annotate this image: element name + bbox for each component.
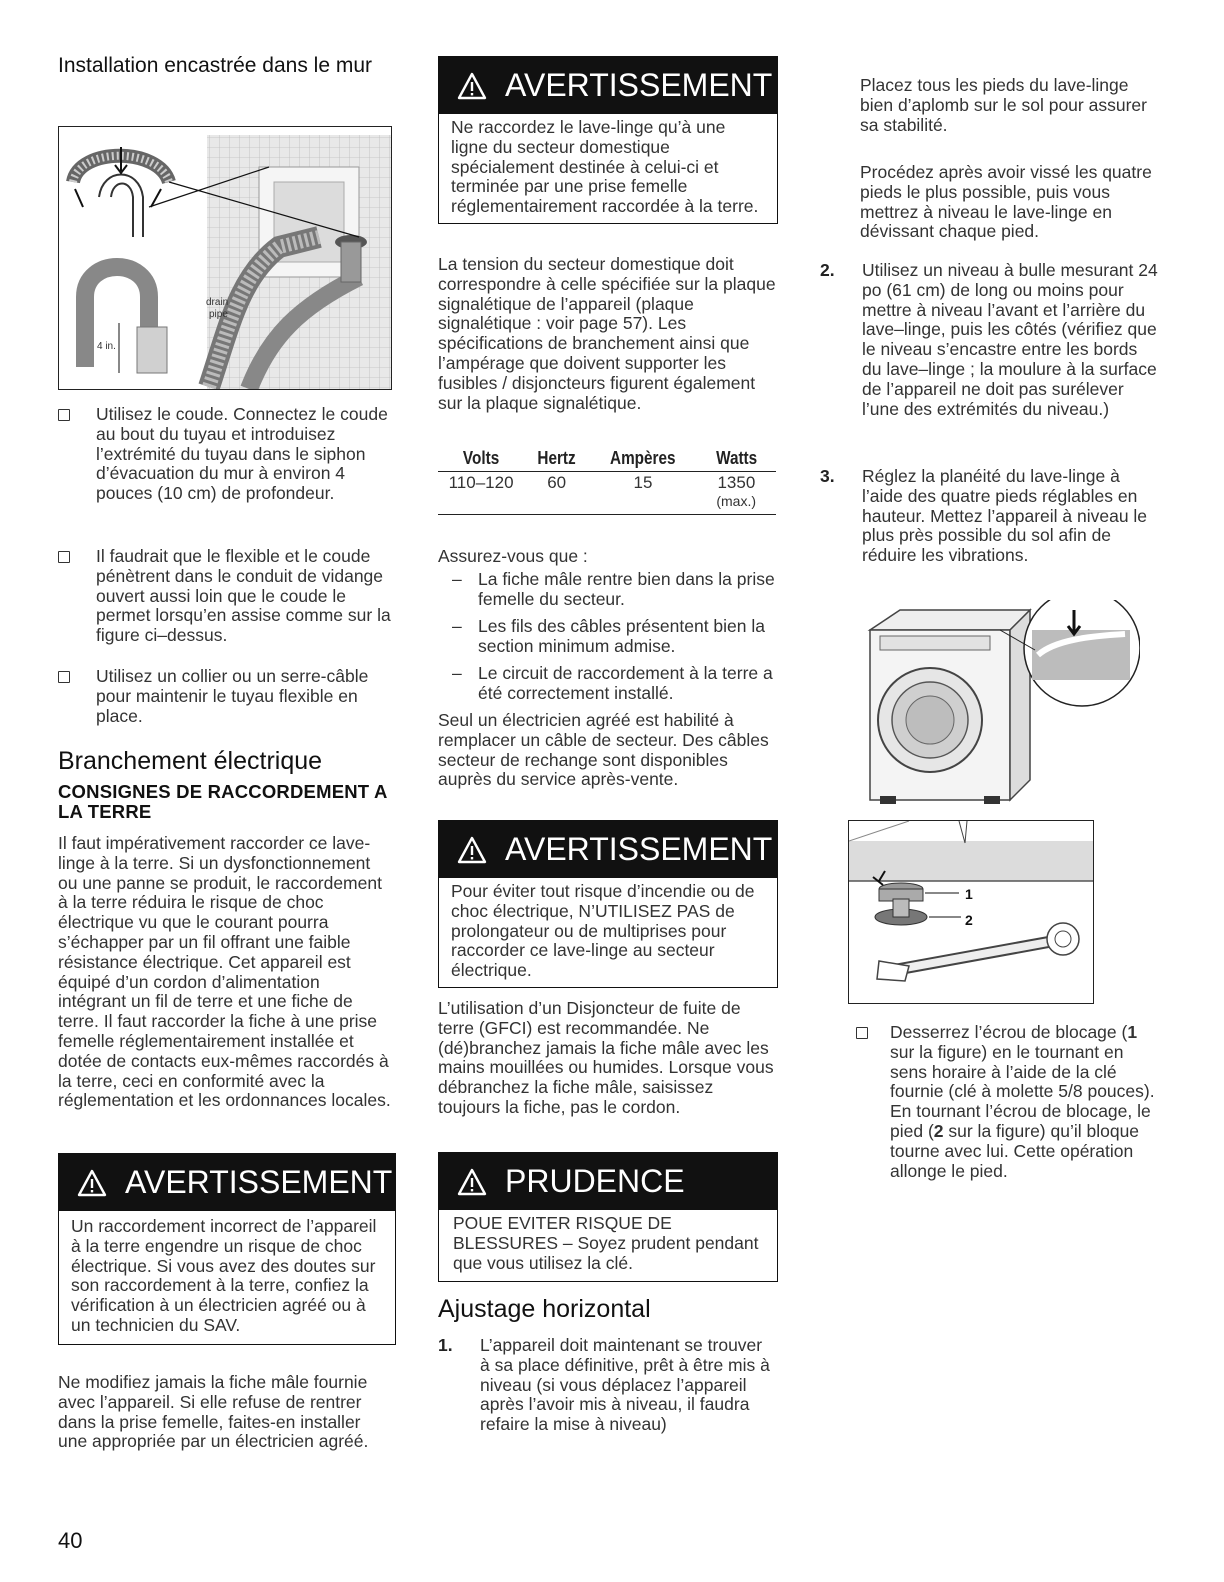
feet-placement-text: Placez tous les pieds du lave-linge bien d’aplomb sur le sol pour assurer sa stabilité. <box>860 75 1147 135</box>
warning-banner <box>439 821 777 878</box>
step-3: 3. Réglez la planéité du lave-linge à l’aide des quatre pieds réglables en hauteur. Mettez l’appareil à niveau le plus près possible du sol afin de réduire les vibrations. <box>820 466 1148 566</box>
table-cell: 15 <box>633 473 653 492</box>
ensure-list-item: – La fiche mâle rentre bien dans la prise femelle du secteur. <box>452 569 775 609</box>
caution-text: POUE EVITER RISQUE DE BLESSURES – Soyez prudent pendant que vous utilisez la clé. <box>453 1213 759 1273</box>
warning-triangle-icon <box>457 1168 487 1196</box>
checkbox-icon <box>58 551 70 563</box>
table-cell <box>697 472 776 515</box>
step-2: 2. Utilisez un niveau à bulle mesurant 24 po (61 cm) de long ou moins pour mettre à niveau l’avant et l’arrière du lave–linge, puis les côtés (vérifiez que le niveau s’encastre entre les bords du lave–linge ; la moulure à la surface de l’appareil ne doit pas surélever l’une des extrémités du niveau.) <box>820 260 1158 419</box>
step-number: 1. <box>438 1335 453 1355</box>
caution-title: PRUDENCE <box>505 1163 685 1199</box>
warning-triangle-icon <box>77 1169 107 1197</box>
foot-wrench-drawing <box>849 821 1094 1004</box>
page-number: 40 <box>58 1528 83 1553</box>
table-cell: 60 <box>547 473 567 492</box>
ensure-list-item: – Le circuit de raccordement à la terre a été correctement installé. <box>452 663 773 703</box>
section-heading-installation: Installation encastrée dans le mur <box>58 54 373 77</box>
label-4-in: 4 in. <box>97 341 116 352</box>
checkbox-icon <box>58 671 70 683</box>
table-cell: 110–120 <box>448 473 514 492</box>
bold-ref-2: 2 <box>933 1120 944 1141</box>
hose-installation-figure <box>58 126 392 390</box>
grounding-instructions: Il faut impérativement raccorder ce lave-linge à la terre. Si un dysfonctionnement ou une panne se produit, le raccordement à la terre réduira le risque de choc électrique vu que le courant pourra s’échapper par un fil offrant une faible résistance électrique. Cet appareil est équipé d’un cordon d’alimentation intégrant un fil de terre et une fiche de terre. Il faut raccorder la fiche à une prise femelle réglementairement installée et dotée de contacts eux-mêmes raccordés à la terre, ceci en conformité avec la réglementation et les ordonnances locales. <box>58 833 391 1111</box>
leveling-foot-figure <box>848 820 1094 1004</box>
warning-box-extension <box>438 820 778 988</box>
ensure-list-item: – Les fils des câbles présentent bien la section minimum admise. <box>452 616 765 656</box>
table-header-row <box>438 448 776 472</box>
bold-ref-1: 1 <box>1127 1022 1138 1042</box>
step-number: 2. <box>820 260 835 280</box>
checklist-item: Utilisez un collier ou un serre-câble pour maintenir le tuyau flexible en place. <box>58 667 394 726</box>
checkbox-icon <box>856 1027 868 1039</box>
label-drain: drain <box>206 297 229 308</box>
electrician-note: Seul un électricien agréé est habilité à remplacer un câble de secteur. Des câbles secteur de rechange sont disponibles auprès du service après-vente. <box>438 710 769 790</box>
warning-banner <box>59 1154 395 1211</box>
subsection-title-terre: CONSIGNES DE RACCORDEMENT A LA TERRE <box>58 781 387 822</box>
table-header: Ampères <box>597 448 688 472</box>
feet-procedure-text: Procédez après avoir vissé les quatre pieds le plus possible, puis vous mettrez à niveau le lave-linge en dévissant chaque pied. <box>860 162 1152 242</box>
dash-bullet: – <box>452 569 462 589</box>
watts-value: 1350 <box>717 473 756 492</box>
figure-label-2: 2 <box>965 912 973 928</box>
washer-leveling-figure <box>860 600 1140 820</box>
checkbox-icon <box>58 409 70 421</box>
warning-text: Pour éviter tout risque d’incendie ou de choc électrique, N’UTILISEZ PAS de prolongateur ou de multiprises pour raccorder ce lave-linge au secteur électrique. <box>451 881 755 981</box>
warning-box-grounding <box>58 1153 396 1345</box>
warning-title: AVERTISSEMENT <box>505 831 773 867</box>
section-title-ajustage: Ajustage horizontal <box>438 1295 651 1323</box>
caution-box-wrench <box>438 1152 778 1282</box>
checklist-item: Utilisez le coude. Connectez le coude au bout du tuyau et introduisez l’extrémité du tuyau dans le siphon d’évacuation du mur à environ 4 pouces (10 cm) de profondeur. <box>58 405 394 504</box>
warning-box-dedicated-line <box>438 56 778 224</box>
warning-triangle-icon <box>457 836 487 864</box>
warning-text: Un raccordement incorrect de l’appareil à la terre engendre un risque de choc électrique. Si vous avez des doutes sur son raccordement à la terre, confiez la vérification à un électricien agréé ou à un technicien du SAV. <box>71 1216 377 1335</box>
gfci-note: L’utilisation d’un Disjoncteur de fuite de terre (GFCI) est recommandée. Ne (dé)branchez jamais la fiche mâle avec les mains mouillées ou humides. Lorsque vous débranchez la fiche mâle, saisissez toujours la fiche, pas le cordon. <box>438 998 774 1117</box>
table-header: Hertz <box>529 448 584 472</box>
figure-label-1: 1 <box>965 886 973 902</box>
table-header: Watts <box>703 448 770 472</box>
warning-triangle-icon <box>457 72 487 100</box>
dash-bullet: – <box>452 663 462 683</box>
warning-title: AVERTISSEMENT <box>125 1164 393 1200</box>
hose-figure-drawing <box>59 127 392 390</box>
warning-title: AVERTISSEMENT <box>505 67 773 103</box>
step-number: 3. <box>820 466 835 486</box>
watts-note: (max.) <box>716 493 756 509</box>
voltage-requirements: La tension du secteur domestique doit correspondre à celle spécifiée sur la plaque signalétique de l’appareil (plaque signalétique : voir page 57). Les spécifications de branchement ainsi que l’ampérage que doivent supporter les fusibles / disjoncteurs figurent également sur la plaque signalétique. <box>438 254 776 413</box>
step-1: 1. L’appareil doit maintenant se trouver à sa place définitive, prêt à être mis à niveau (si vous déplacez l’appareil après l’avoir mis à niveau, il faudra refaire la mise à niveau) <box>438 1335 770 1435</box>
dash-bullet: – <box>452 616 462 636</box>
checklist-item-locknut: Desserrez l’écrou de blocage (1 sur la figure) en le tournant en sens horaire à l’aide de la clé fournie (clé à molette 5/8 pouces). En tournant l’écrou de blocage, le pied (2 sur la figure) qu’il bloque tourne avec lui. Cette opération allonge le pied. <box>856 1023 1162 1181</box>
warning-text: Ne raccordez le lave-linge qu’à une ligne du secteur domestique spécialement destinée à celui-ci et terminée par une prise femelle réglementairement raccordée à la terre. <box>451 117 759 217</box>
plug-modification-note: Ne modifiez jamais la fiche mâle fournie avec l’appareil. Si elle refuse de rentrer dans la prise femelle, faites-en installer une appropriée par un électricien agréé. <box>58 1372 369 1452</box>
warning-banner <box>439 57 777 114</box>
ensure-intro: Assurez-vous que : <box>438 546 588 566</box>
table-header: Volts <box>444 448 517 472</box>
caution-banner <box>439 1153 777 1210</box>
label-pipe: pipe <box>209 309 228 320</box>
section-title-branchement: Branchement électrique <box>58 747 323 775</box>
table-row <box>438 472 776 515</box>
electrical-spec-table <box>438 448 776 515</box>
checklist-item: Il faudrait que le flexible et le coude pénètrent dans le conduit de vidange ouvert aussi loin que le coude le permet lorsqu’en assise comme sur la figure ci–dessus. <box>58 547 394 646</box>
